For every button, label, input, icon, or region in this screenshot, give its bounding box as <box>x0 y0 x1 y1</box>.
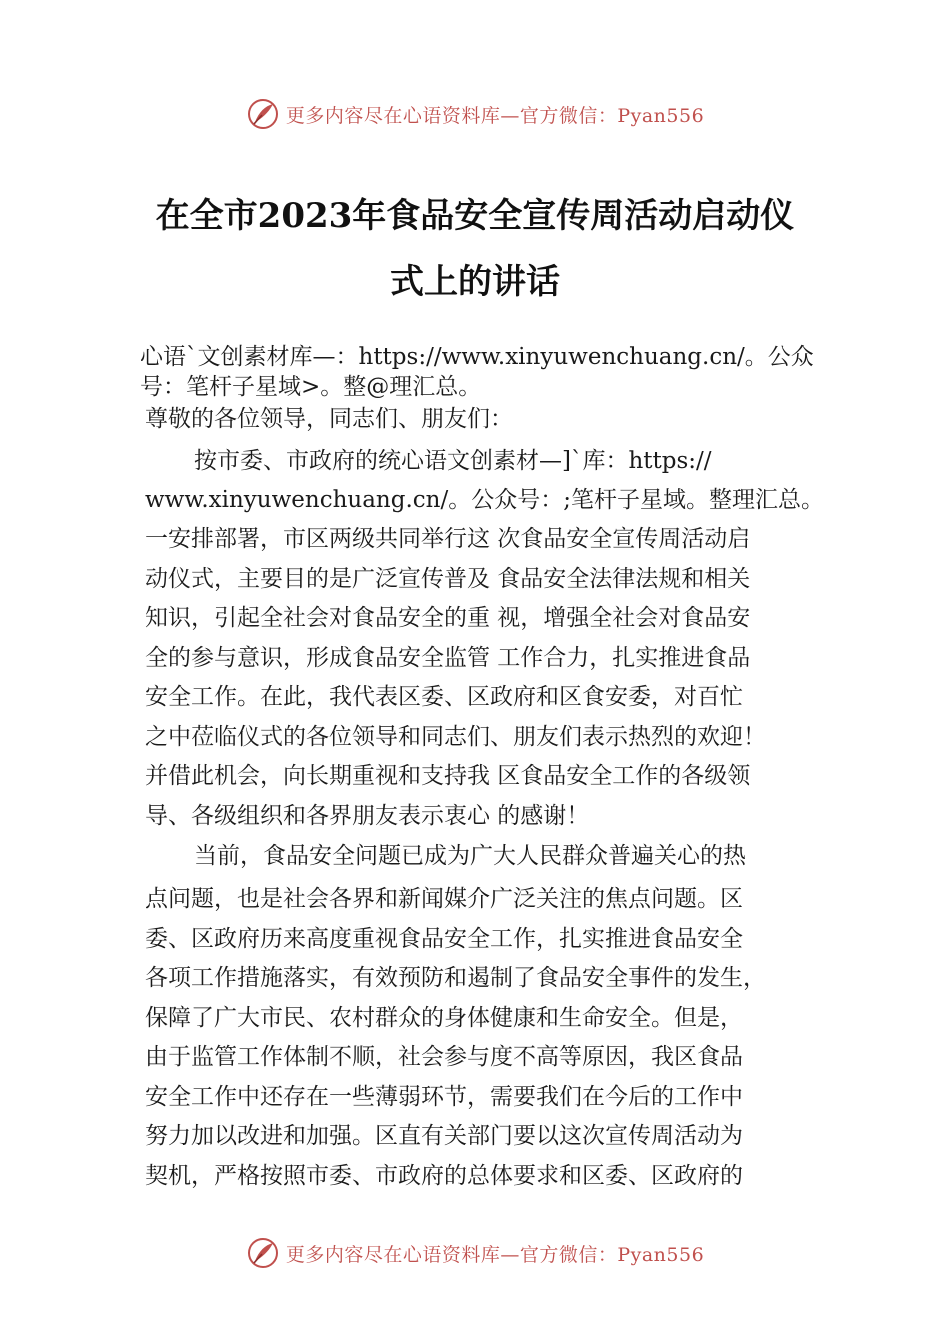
body-line: 全的参与意识，形成食品安全监管 工作合力，扎实推进食品 <box>145 645 751 671</box>
footer-banner[interactable] <box>0 1233 950 1273</box>
feather-pen-logo-icon <box>246 1236 280 1270</box>
body-line: 心语`文创素材库—：https://www.xinyuwenchuang.cn/。公众 <box>140 344 814 370</box>
body-line: 当前，食品安全问题已成为广大人民群众普遍关心的热 <box>194 843 746 869</box>
body-line: 并借此机会，向长期重视和支持我 区食品安全工作的各级领 <box>145 763 751 789</box>
body-line: 一安排部署，市区两级共同举行这 次食品安全宣传周活动启 <box>145 526 751 552</box>
body-line: 号：笔杆子星域>。整@理汇总。 <box>140 374 482 400</box>
body-line: 导、各级组织和各界朋友表示衷心 的感谢！ <box>145 803 590 829</box>
body-line: 契机，严格按照市委、市政府的总体要求和区委、区政府的 <box>145 1163 743 1189</box>
salutation: 尊敬的各位领导，同志们、朋友们： <box>145 406 513 432</box>
footer-banner-text: 更多内容尽在心语资料库—官方微信：Pyan556 <box>285 1243 705 1266</box>
body-line: 按市委、市政府的统心语文创素材—]`库：https:// <box>194 448 712 474</box>
body-line: 安全工作中还存在一些薄弱环节，需要我们在今后的工作中 <box>145 1084 743 1110</box>
body-line: 安全工作。在此，我代表区委、区政府和区食安委，对百忙 <box>145 684 743 710</box>
body-line: 保障了广大市民、农村群众的身体健康和生命安全。但是， <box>145 1005 743 1031</box>
body-line: 之中莅临仪式的各位领导和同志们、朋友们表示热烈的欢迎！ <box>145 724 766 750</box>
body-line: 各项工作措施落实，有效预防和遏制了食品安全事件的发生， <box>145 965 766 991</box>
body-line: 知识，引起全社会对食品安全的重 视，增强全社会对食品安 <box>145 605 751 631</box>
header-banner[interactable] <box>0 94 950 134</box>
feather-pen-logo-icon <box>246 97 280 131</box>
page-title-line-2: 式上的讲话 <box>390 262 560 302</box>
body-line: 动仪式，主要目的是广泛宣传普及 食品安全法律法规和相关 <box>145 566 751 592</box>
body-line: 由于监管工作体制不顺，社会参与度不高等原因，我区食品 <box>145 1044 743 1070</box>
body-line: 委、区政府历来高度重视食品安全工作，扎实推进食品安全 <box>145 926 743 952</box>
body-line: www.xinyuwenchuang.cn/。公众号：;笔杆子星域。整理汇总。 <box>145 487 824 513</box>
header-banner-text: 更多内容尽在心语资料库—官方微信：Pyan556 <box>285 104 705 127</box>
body-line: 点问题，也是社会各界和新闻媒介广泛关注的焦点问题。区 <box>145 886 743 912</box>
page-title-line-1: 在全市2023年食品安全宣传周活动启动仪 <box>155 196 795 236</box>
body-line: 努力加以改进和加强。区直有关部门要以这次宣传周活动为 <box>145 1123 743 1149</box>
